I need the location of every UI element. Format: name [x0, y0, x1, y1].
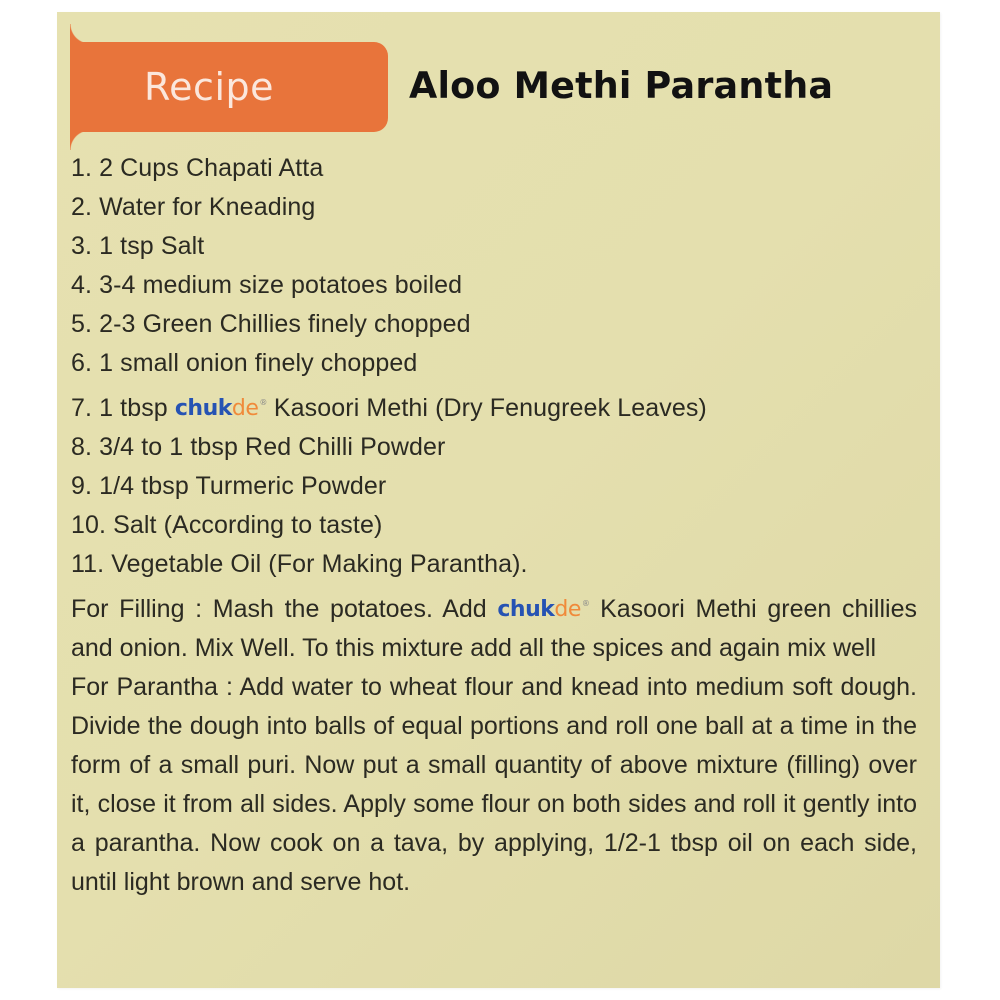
parantha-instructions: For Parantha : Add water to wheat flour and knead into medium soft dough. Divide the dough into balls of equal portions and roll one ball at a time in the form of a small puri. Now put a small quantity of above mixture (filling) over it, close it from all sides. Apply some flour on both sides and roll it gently into a parantha. Now cook on a tava, by applying, 1/2-1 tbsp oil on each side, until light brown and serve hot.	[71, 673, 917, 896]
recipe-title: Aloo Methi Parantha	[409, 64, 834, 107]
ingredient-item	[71, 383, 917, 428]
filling-instructions: For Filling : Mash the potatoes. Add chukde® Kasoori Methi green chillies and onion. Mix Well. To this mixture add all the spices and again mix well	[71, 584, 917, 668]
recipe-tab	[70, 42, 388, 132]
ingredient-text: Kasoori Methi (Dry Fenugreek Leaves)	[266, 394, 707, 422]
chukde-brand-logo: chukde®	[497, 597, 590, 622]
ingredient-item: 9. 1/4 tbsp Turmeric Powder	[71, 472, 387, 500]
ingredient-item: 10. Salt (According to taste)	[71, 511, 383, 539]
ingredients-list	[71, 149, 917, 584]
ingredient-item: 6. 1 small onion finely chopped	[71, 349, 418, 377]
ingredient-text: 7. 1 tbsp	[71, 394, 175, 422]
chukde-brand-logo: chukde®	[174, 396, 267, 421]
ingredient-item: 3. 1 tsp Salt	[71, 232, 205, 260]
ingredient-item: 8. 3/4 to 1 tbsp Red Chilli Powder	[71, 433, 446, 461]
ingredient-item: 1. 2 Cups Chapati Atta	[71, 154, 324, 182]
recipe-tab-label: Recipe	[143, 65, 275, 109]
ingredient-item: 11. Vegetable Oil (For Making Parantha).	[71, 550, 528, 578]
recipe-card	[57, 12, 940, 988]
ingredient-item: 5. 2-3 Green Chillies finely chopped	[71, 310, 471, 338]
ingredient-item: 2. Water for Kneading	[71, 193, 316, 221]
recipe-content	[71, 149, 917, 902]
ingredient-item: 4. 3-4 medium size potatoes boiled	[71, 271, 463, 299]
